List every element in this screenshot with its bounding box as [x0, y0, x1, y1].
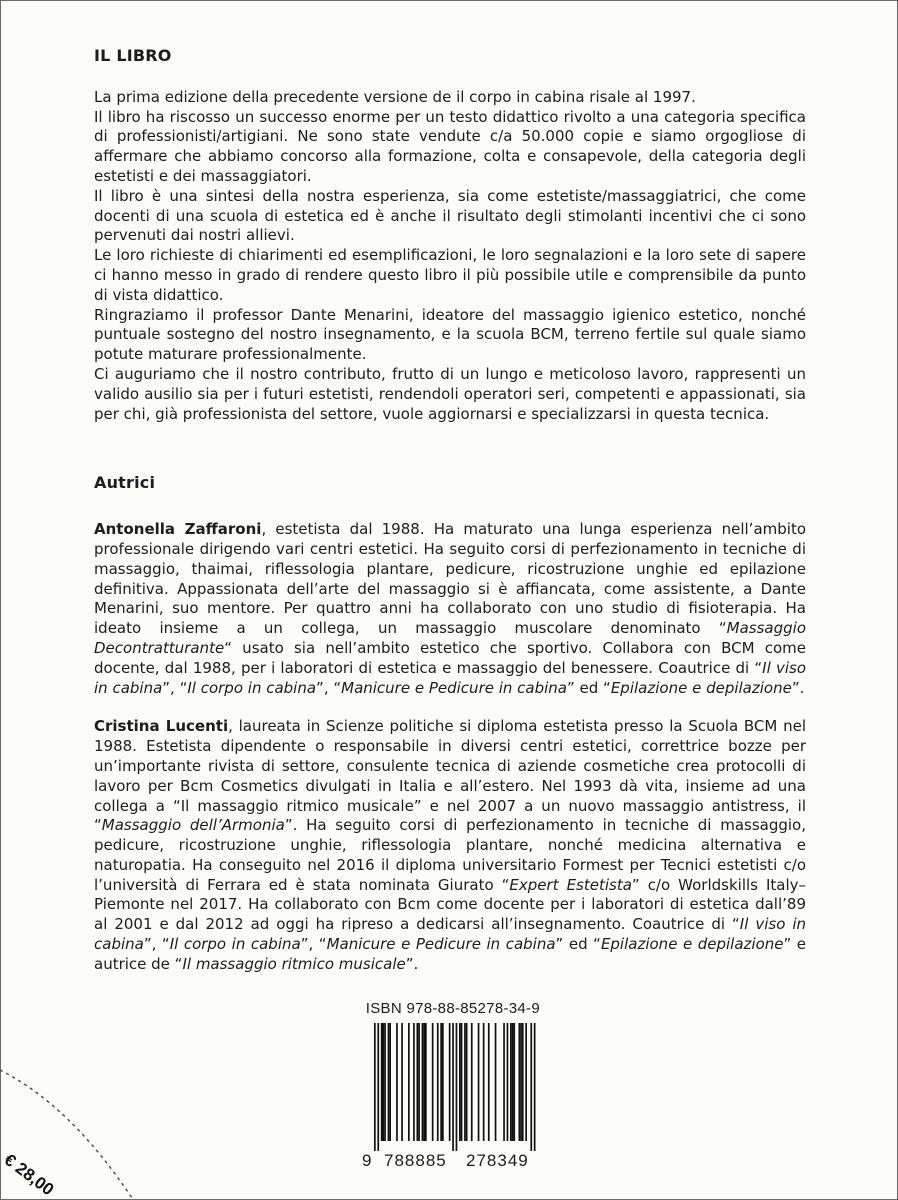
barcode-digits-right: 278349: [466, 1151, 529, 1170]
bio-text: ”, “: [300, 935, 327, 954]
section-title-libro: IL LIBRO: [94, 46, 172, 65]
bio-title-italic: Il viso in cabina: [94, 915, 806, 954]
barcode-bar: [383, 1023, 385, 1141]
bio-text: ” e autrice de “: [94, 935, 807, 973]
bio-title-italic: Il massaggio ritmico musicale: [182, 954, 406, 973]
barcode-bar: [389, 1023, 391, 1141]
bio-title-italic: Il corpo in cabina: [187, 678, 317, 697]
bio-text: ”, “: [143, 935, 170, 954]
bio-title-italic: Massaggio dell’Armonia: [101, 816, 285, 835]
barcode-bar: [432, 1023, 434, 1141]
barcode-bar: [456, 1023, 458, 1151]
barcode-digits: [362, 1151, 540, 1171]
bio-title-italic: Massaggio Decontratturante: [94, 619, 806, 657]
bio-title-italic: Il viso in cabina: [94, 658, 806, 697]
barcode-bar: [459, 1023, 461, 1141]
barcode-bar: [471, 1023, 473, 1141]
bio-text: ” ed “: [567, 678, 611, 697]
price-label: € 28,00: [0, 1150, 58, 1200]
barcode-digits-left: 788885: [384, 1151, 447, 1170]
barcode-bar: [534, 1023, 536, 1151]
bio-text: “ usato sia nell’ambito estetico che sportivo. Collabora con BCM come docente, dal 1988, per i laboratori di estetica e massaggio del benessere. Coautrice di “: [94, 638, 806, 677]
barcode-bar: [519, 1023, 521, 1141]
barcode-bar: [396, 1023, 398, 1141]
isbn-barcode-block: [362, 1000, 540, 1171]
section-title-autrici: Autrici: [94, 473, 156, 493]
barcode-bar: [466, 1023, 468, 1141]
barcode-bar: [418, 1023, 420, 1141]
barcode-bar: [452, 1023, 454, 1151]
libro-paragraph: Le loro richieste di chiarimenti ed esemplificazioni, le loro segnalazioni e la loro sete di sapere ci hanno messo in grado di rendere questo libro il più possibile utile e comprensibile da punto di vista didattico.: [94, 246, 806, 304]
libro-paragraph: Ci auguriamo che il nostro contributo, frutto di un lungo e meticoloso lavoro, rappresenti un valido ausilio sia per i futuri estetisti, rendendoli operatori seri, competenti e appassionati, sia per chi, già professionista del settore, vuole aggiornarsi e specializzarsi in questa tecnica.: [94, 364, 806, 423]
back-cover-text: [94, 46, 806, 994]
bio-text: ”, “: [162, 678, 188, 697]
bio-title-italic: Epilazione e depilazione: [610, 678, 792, 697]
libro-paragraph: Il libro è una sintesi della nostra esperienza, sia come estetiste/massaggiatrici, che come docenti di una scuola di estetica ed è anche il risultato degli stimolanti incentivi che ci sono pervenuti dai nostri allievi.: [94, 186, 806, 245]
barcode-bar: [388, 1023, 390, 1141]
libro-body: [94, 88, 806, 425]
barcode-bar: [423, 1023, 425, 1141]
bio-text: ”. Ha seguito corsi di perfezionamento in tecniche di massaggio, pedicure, ricostruzione unghie, riflessologia plantare, nonché medicina alternativa e naturopatia. Ha conseguito nel 2016 il diploma universitario Formest per Tecnici estetisti c/o l’università di Ferrara ed è stata nominata Giurato “: [94, 816, 806, 894]
author-name: Cristina Lucenti: [94, 717, 229, 736]
bio-text: , estetista dal 1988. Ha maturato una lunga esperienza nell’ambito professionale dirigendo vari centri estetici. Ha seguito corsi di perfezionamento in tecniche di massaggio, thaimai, riflessologia plantare, pedicure, ricostruzione unghie ed epilazione definitiva. Appassionata dell’arte del massaggio si è affiancata, come assistente, a Dante Menarini, suo mentore. Per quattro anni ha collaborato con uno studio di fisioterapia. Ha ideato insieme a un collega, un massaggio muscolare denominato “: [94, 520, 807, 638]
libro-paragraph: Ringraziamo il professor Dante Menarini, ideatore del massaggio igienico estetico, nonché puntuale sostegno del nostro insegnamento, e la scuola BCM, terreno fertile sul quale siamo potute maturare professionalmente.: [94, 305, 806, 364]
bio-title-italic: Manicure e Pedicure in cabina: [341, 678, 567, 697]
barcode-image: [362, 1023, 540, 1151]
barcode-bar: [425, 1023, 427, 1141]
barcode-bar: [522, 1023, 524, 1141]
bio-text: ” c/o Worldskills Italy–Piemonte nel 2017. Ha collaborato con Bcm come docente per i laboratori di estetica dall’89 al 2001 e dal 2012 ad oggi ha ripreso a dedicarsi all’insegnamento. Coautrice di “: [94, 875, 807, 934]
barcode-bar: [381, 1023, 383, 1141]
barcode-bar: [442, 1023, 444, 1141]
bio-text: ”, “: [316, 678, 342, 697]
barcode-bar: [507, 1023, 509, 1141]
bio-text: , laureata in Scienze politiche si diploma estetista presso la Scuola BCM nel 1988. Estetista dipendente o responsabile in diversi centri estetici, correttrice bozze per un’importante rivista di settore, consulente tecnica di aziende cosmetiche crea protocolli di lavoro per Bcm Cosmetics divulgati in Italia e all’estero. Nel 1993 dà vita, insieme ad una collega a “Il massaggio ritmico musicale” e nel 2007 a un nuovo massaggio antistress, il “: [94, 717, 806, 835]
barcode-bar: [422, 1023, 424, 1141]
libro-paragraph: La prima edizione della precedente versione de il corpo in cabina risale al 1997.: [94, 87, 696, 106]
libro-paragraph: Il libro ha riscosso un successo enorme per un testo didattico rivolto a una categoria specifica di professionisti/artigiani. Ne sono state vendute c/a 50.000 copie e siamo orgogliose di affermare che abbiamo concorso alla formazione, colta e consapevole, della categoria degli estetisti e dei massaggiatori.: [94, 107, 806, 185]
author-name: Antonella Zaffaroni: [94, 520, 262, 539]
bio-title-italic: Expert Estetista: [509, 875, 632, 894]
barcode-bar: [525, 1023, 527, 1141]
barcode-bar: [530, 1023, 532, 1151]
barcode-bar: [512, 1023, 514, 1141]
barcode-bar: [488, 1023, 490, 1141]
bio-title-italic: Epilazione e depilazione: [600, 935, 784, 954]
barcode-bar: [503, 1023, 505, 1141]
barcode-bar: [483, 1023, 485, 1141]
barcode-bar: [374, 1023, 376, 1151]
barcode-bar: [413, 1023, 415, 1141]
barcode-bar: [461, 1023, 463, 1141]
barcode-bar: [384, 1023, 386, 1141]
author-bio-zaffaroni: [94, 520, 806, 698]
isbn-label: ISBN 978-88-85278-34-9: [365, 1000, 540, 1017]
bio-title-italic: Manicure e Pedicure in cabina: [326, 935, 556, 954]
bio-text: ”.: [791, 678, 805, 697]
bio-text: ” ed “: [555, 935, 601, 954]
barcode-digit-first: 9: [362, 1151, 373, 1170]
barcode-bar: [520, 1023, 522, 1141]
barcode-bar: [408, 1023, 410, 1141]
barcode-bar: [449, 1023, 451, 1141]
barcode-bar: [464, 1023, 466, 1141]
barcode-bar: [377, 1023, 379, 1151]
author-bio-lucenti: [94, 717, 806, 974]
barcode-bar: [478, 1023, 480, 1141]
barcode-bar: [437, 1023, 439, 1141]
barcode-bar: [401, 1023, 403, 1141]
barcode-bar: [440, 1023, 442, 1141]
bio-title-italic: Il corpo in cabina: [169, 935, 301, 954]
barcode-bar: [495, 1023, 497, 1141]
barcode-bar: [417, 1023, 419, 1141]
bio-text: ”.: [405, 954, 419, 973]
barcode-bar: [510, 1023, 512, 1141]
barcode-bar: [513, 1023, 515, 1141]
